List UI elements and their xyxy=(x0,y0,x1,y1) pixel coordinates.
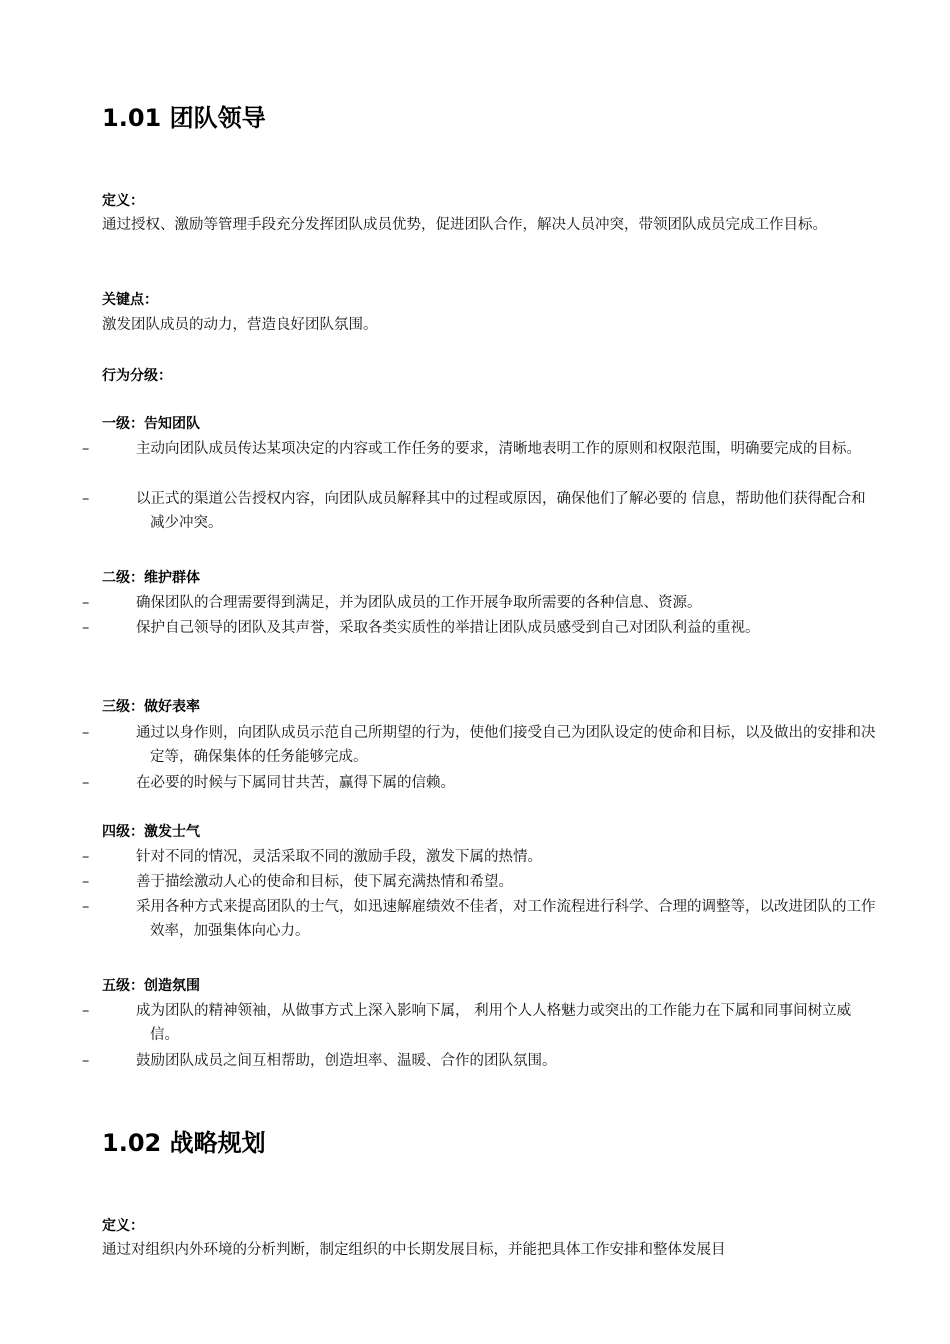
dash-bullet: – xyxy=(82,491,90,507)
list-item: – 保护自己领导的团队及其声誉，采取各类实质性的举措让团队成员感受到自己对团队利益的重视。 xyxy=(116,616,878,640)
list-item: – 鼓励团队成员之间互相帮助，创造坦率、温暖、合作的团队氛围。 xyxy=(116,1049,878,1073)
key-points-text: 激发团队成员的动力，营造良好团队氛围。 xyxy=(102,317,378,333)
dash-bullet: – xyxy=(82,775,90,791)
dash-bullet: – xyxy=(82,899,90,915)
level-5-title: 五级：创造氛围 xyxy=(102,978,200,994)
list-item: – 主动向团队成员传达某项决定的内容或工作任务的要求，清晰地表明工作的原则和权限范围，明确要完成的目标。 xyxy=(116,437,878,461)
dash-bullet: – xyxy=(82,849,90,865)
list-item: – 善于描绘激动人心的使命和目标，使下属充满热情和希望。 xyxy=(116,870,878,894)
list-item: – 以正式的渠道公告授权内容，向团队成员解释其中的过程或原因，确保他们了解必要的 信息，帮助他们获得配合和减少冲突。 xyxy=(116,487,878,535)
list-item: – 针对不同的情况，灵活采取不同的激励手段，激发下属的热情。 xyxy=(116,845,878,869)
dash-bullet: – xyxy=(82,874,90,890)
list-item: – 采用各种方式来提高团队的士气，如迅速解雇绩效不佳者，对工作流程进行科学、合理的调整等，以改进团队的工作效率，加强集体向心力。 xyxy=(116,895,878,943)
list-item: – 确保团队的合理需要得到满足，并为团队成员的工作开展争取所需要的各种信息、资源。 xyxy=(116,591,878,615)
level-2-title: 二级：维护群体 xyxy=(102,570,200,586)
definition-label: 定义： xyxy=(102,1218,144,1234)
dash-bullet: – xyxy=(82,725,90,741)
dash-bullet: – xyxy=(82,620,90,636)
list-item: – 通过以身作则，向团队成员示范自己所期望的行为，使他们接受自己为团队设定的使命和目标，以及做出的安排和决定等，确保集体的任务能够完成。 xyxy=(116,721,878,769)
section-heading: 1.01 团队领导 xyxy=(102,104,266,132)
section-heading: 1.02 战略规划 xyxy=(102,1129,266,1157)
key-points-label: 关键点： xyxy=(102,292,158,308)
definition-text: 通过授权、激励等管理手段充分发挥团队成员优势，促进团队合作，解决人员冲突，带领团队成员完成工作目标。 xyxy=(102,217,827,233)
dash-bullet: – xyxy=(82,1053,90,1069)
definition-text: 通过对组织内外环境的分析判断，制定组织的中长期发展目标，并能把具体工作安排和整体发展目 xyxy=(102,1242,726,1258)
list-item: – 成为团队的精神领袖，从做事方式上深入影响下属， 利用个人人格魅力或突出的工作能力在下属和同事间树立威信。 xyxy=(116,999,878,1047)
dash-bullet: – xyxy=(82,595,90,611)
dash-bullet: – xyxy=(82,1003,90,1019)
level-3-title: 三级：做好表率 xyxy=(102,699,200,715)
definition-label: 定义： xyxy=(102,193,144,209)
level-1-title: 一级：告知团队 xyxy=(102,416,200,432)
behavior-levels-label: 行为分级： xyxy=(102,368,172,384)
dash-bullet: – xyxy=(82,441,90,457)
list-item: – 在必要的时候与下属同甘共苦，赢得下属的信赖。 xyxy=(116,771,878,795)
level-4-title: 四级：激发士气 xyxy=(102,824,200,840)
